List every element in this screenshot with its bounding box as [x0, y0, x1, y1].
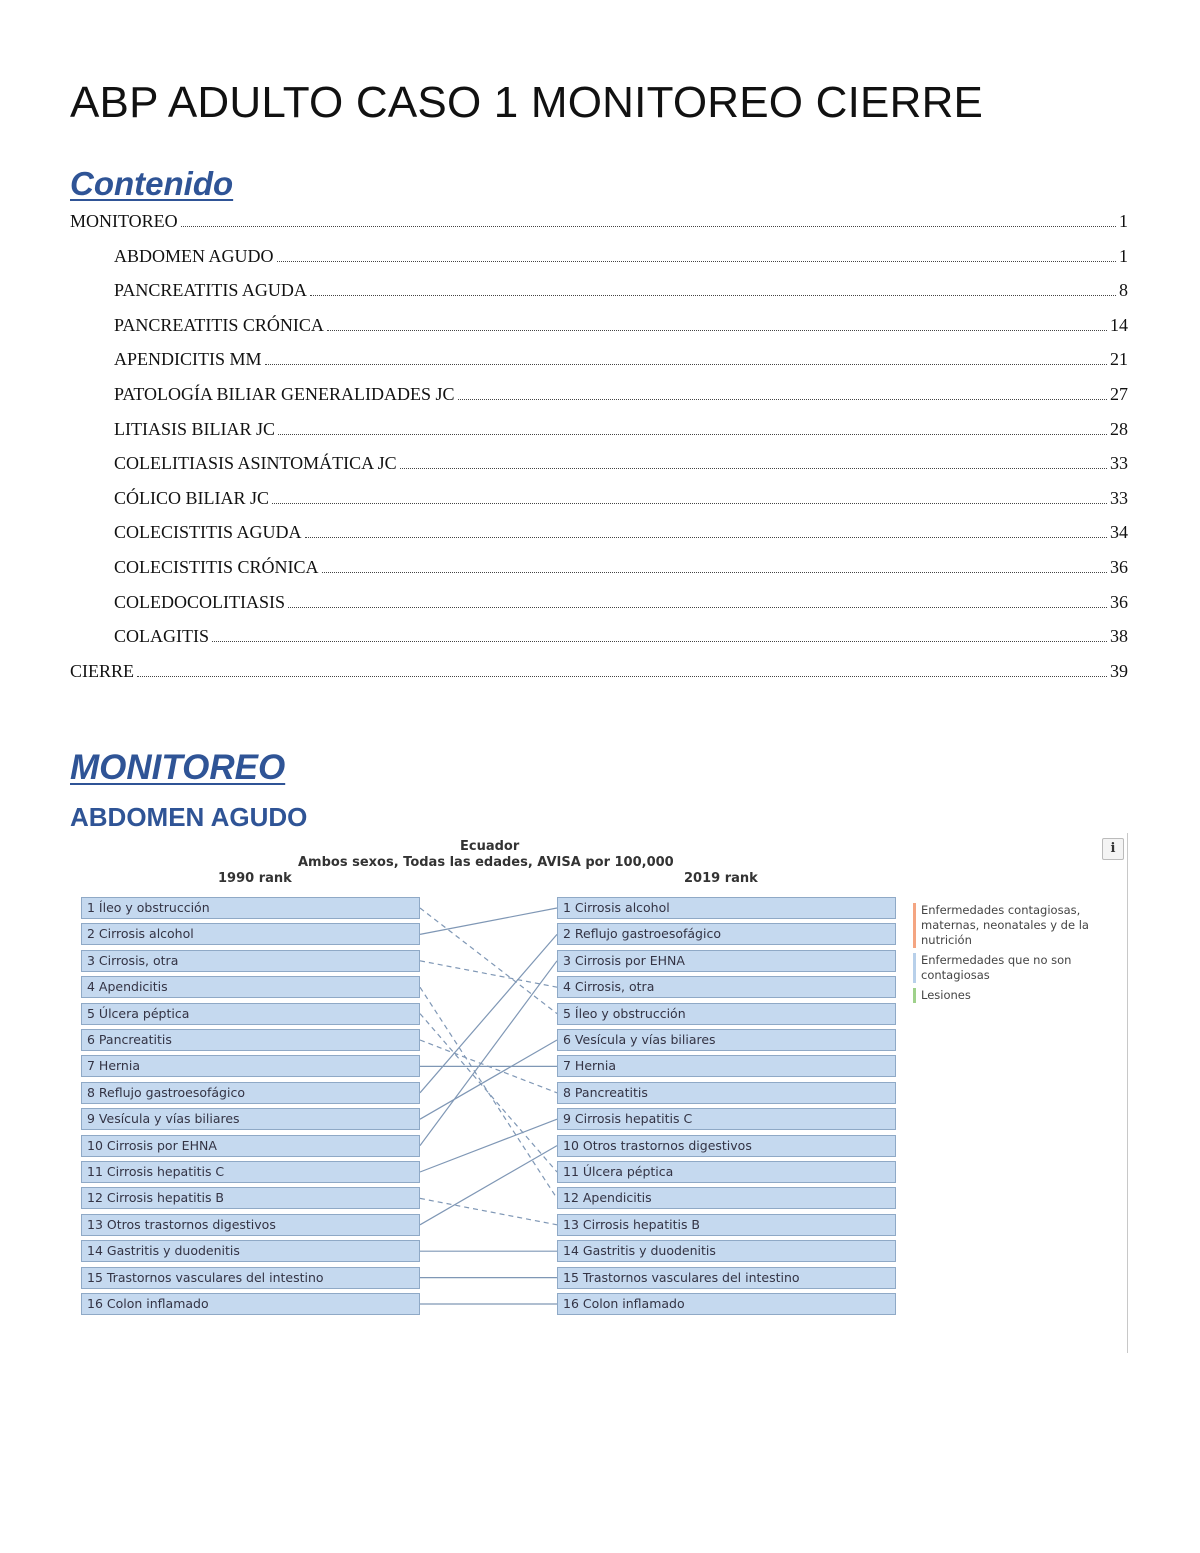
- toc-entry-label: PANCREATITIS AGUDA: [114, 280, 307, 301]
- toc-entry[interactable]: [70, 557, 1128, 592]
- toc-entry[interactable]: [70, 246, 1128, 281]
- rank-2019-item[interactable]: 12 Apendicitis: [557, 1187, 896, 1209]
- toc-leader: [277, 261, 1116, 262]
- rank-link: [420, 1119, 557, 1172]
- toc-leader: [272, 503, 1107, 504]
- toc-entry-page: 34: [1110, 522, 1128, 543]
- rank-link: [420, 934, 557, 1092]
- legend-item: [913, 903, 1123, 948]
- toc-entry[interactable]: [70, 349, 1128, 384]
- toc-entry-page: 21: [1110, 349, 1128, 370]
- rank-2019-item[interactable]: 4 Cirrosis, otra: [557, 976, 896, 998]
- rank-2019-item[interactable]: 16 Colon inflamado: [557, 1293, 896, 1315]
- toc-leader: [458, 399, 1107, 400]
- rank-2019-item[interactable]: 8 Pancreatitis: [557, 1082, 896, 1104]
- toc-leader: [212, 641, 1107, 642]
- rank-1990-item[interactable]: 8 Reflujo gastroesofágico: [81, 1082, 420, 1104]
- toc-entry-label: MONITOREO: [70, 211, 178, 231]
- info-button[interactable]: i: [1102, 838, 1124, 860]
- toc-entry-page: 36: [1110, 556, 1128, 577]
- toc-entry[interactable]: [70, 488, 1128, 523]
- rank-link: [420, 1014, 557, 1172]
- toc-leader: [327, 330, 1107, 331]
- left-column-header: 1990 rank: [218, 871, 292, 886]
- rank-2019-item[interactable]: 10 Otros trastornos digestivos: [557, 1135, 896, 1157]
- rank-1990-item[interactable]: 15 Trastornos vasculares del intestino: [81, 1267, 420, 1289]
- rank-1990-item[interactable]: 1 Íleo y obstrucción: [81, 897, 420, 919]
- rank-2019-item[interactable]: 2 Reflujo gastroesofágico: [557, 923, 896, 945]
- legend-label: Enfermedades que no son contagiosas: [921, 953, 1072, 982]
- document-title: ABP ADULTO CASO 1 MONITOREO CIERRE: [70, 78, 984, 127]
- rank-link: [420, 908, 557, 1014]
- legend-swatch: [913, 953, 916, 983]
- toc-entry-label: COLAGITIS: [114, 626, 209, 647]
- rank-1990-item[interactable]: 9 Vesícula y vías biliares: [81, 1108, 420, 1130]
- toc-entry-label: PANCREATITIS CRÓNICA: [114, 314, 324, 335]
- rank-2019-item[interactable]: 11 Úlcera péptica: [557, 1161, 896, 1183]
- legend-swatch: [913, 988, 916, 1003]
- rank-link: [420, 961, 557, 1146]
- toc-entry[interactable]: [70, 592, 1128, 627]
- toc-leader: [137, 676, 1107, 677]
- toc-entry-label: APENDICITIS MM: [114, 349, 262, 370]
- toc-entry-page: 8: [1119, 280, 1128, 301]
- legend-label: Lesiones: [921, 988, 971, 1002]
- rank-1990-item[interactable]: 7 Hernia: [81, 1055, 420, 1077]
- rank-link: [420, 1040, 557, 1119]
- rank-1990-item[interactable]: 6 Pancreatitis: [81, 1029, 420, 1051]
- toc-entry[interactable]: [70, 522, 1128, 557]
- toc-entry-page: 1: [1119, 211, 1128, 231]
- toc-entry-page: 14: [1110, 314, 1128, 335]
- toc-entry[interactable]: [70, 384, 1128, 419]
- toc-entry[interactable]: [70, 280, 1128, 315]
- toc-entry-label: LITIASIS BILIAR JC: [114, 418, 275, 439]
- rank-2019-item[interactable]: 14 Gastritis y duodenitis: [557, 1240, 896, 1262]
- rank-2019-item[interactable]: 5 Íleo y obstrucción: [557, 1003, 896, 1025]
- rank-1990-item[interactable]: 11 Cirrosis hepatitis C: [81, 1161, 420, 1183]
- rank-link: [420, 1198, 557, 1224]
- toc-entry-page: 28: [1110, 418, 1128, 439]
- toc-entry-label: COLECISTITIS AGUDA: [114, 522, 302, 543]
- toc-entry-page: 38: [1110, 626, 1128, 647]
- toc-entry-label: CIERRE: [70, 660, 135, 681]
- toc-entry-page: 33: [1110, 487, 1128, 508]
- legend-label: Enfermedades contagiosas, maternas, neonatales y de la nutrición: [921, 903, 1089, 947]
- rank-1990-item[interactable]: 12 Cirrosis hepatitis B: [81, 1187, 420, 1209]
- legend-item: [913, 988, 1123, 1003]
- legend-swatch: [913, 903, 916, 948]
- right-column-header: 2019 rank: [684, 871, 758, 886]
- rank-link: [420, 961, 557, 987]
- subsection-heading: ABDOMEN AGUDO: [70, 802, 308, 832]
- legend-item: [913, 953, 1123, 983]
- toc-entry-page: 33: [1110, 453, 1128, 474]
- rank-2019-item[interactable]: 6 Vesícula y vías biliares: [557, 1029, 896, 1051]
- rank-chart: [70, 833, 1130, 1358]
- toc-leader: [288, 607, 1107, 608]
- rank-2019-item[interactable]: 13 Cirrosis hepatitis B: [557, 1214, 896, 1236]
- legend: [913, 903, 1123, 1008]
- toc-entry-label: CÓLICO BILIAR JC: [114, 487, 270, 508]
- rank-link: [420, 987, 557, 1198]
- toc-entry-label: PATOLOGÍA BILIAR GENERALIDADES JC: [114, 383, 455, 404]
- toc-entry[interactable]: [70, 211, 1128, 246]
- toc-leader: [278, 434, 1107, 435]
- rank-1990-item[interactable]: 13 Otros trastornos digestivos: [81, 1214, 420, 1236]
- toc-leader: [400, 468, 1107, 469]
- toc-leader: [181, 226, 1116, 227]
- toc-entry[interactable]: [70, 626, 1128, 661]
- chart-subtitle: Ambos sexos, Todas las edades, AVISA por 100,000: [298, 855, 674, 870]
- rank-1990-item[interactable]: 10 Cirrosis por EHNA: [81, 1135, 420, 1157]
- rank-1990-item[interactable]: 2 Cirrosis alcohol: [81, 923, 420, 945]
- chart-title: Ecuador: [460, 839, 520, 854]
- toc-leader: [322, 572, 1107, 573]
- rank-2019-item[interactable]: 9 Cirrosis hepatitis C: [557, 1108, 896, 1130]
- toc-leader: [305, 537, 1108, 538]
- toc-entry-page: 1: [1119, 245, 1128, 266]
- toc-entry[interactable]: [70, 315, 1128, 350]
- rank-2019-item[interactable]: 3 Cirrosis por EHNA: [557, 950, 896, 972]
- rank-2019-item[interactable]: 1 Cirrosis alcohol: [557, 897, 896, 919]
- toc-entry-page: 39: [1110, 660, 1128, 681]
- rank-1990-item[interactable]: 3 Cirrosis, otra: [81, 950, 420, 972]
- rank-1990-item[interactable]: 16 Colon inflamado: [81, 1293, 420, 1315]
- toc-entry[interactable]: [70, 419, 1128, 454]
- toc-entry[interactable]: [70, 661, 1128, 696]
- toc-heading: Contenido: [70, 165, 234, 202]
- rank-1990-item[interactable]: 4 Apendicitis: [81, 976, 420, 998]
- toc-leader: [310, 295, 1116, 296]
- toc-entry-page: 36: [1110, 591, 1128, 612]
- table-of-contents: [70, 211, 1128, 695]
- rank-1990-item[interactable]: 14 Gastritis y duodenitis: [81, 1240, 420, 1262]
- toc-entry[interactable]: [70, 453, 1128, 488]
- rank-link: [420, 908, 557, 934]
- toc-entry-label: COLELITIASIS ASINTOMÁTICA JC: [114, 453, 397, 474]
- rank-2019-item[interactable]: 15 Trastornos vasculares del intestino: [557, 1267, 896, 1289]
- toc-leader: [265, 364, 1107, 365]
- toc-entry-label: COLECISTITIS CRÓNICA: [114, 556, 319, 577]
- rank-link: [420, 1146, 557, 1225]
- toc-entry-label: ABDOMEN AGUDO: [114, 245, 274, 266]
- rank-1990-item[interactable]: 5 Úlcera péptica: [81, 1003, 420, 1025]
- toc-entry-page: 27: [1110, 383, 1128, 404]
- rank-2019-item[interactable]: 7 Hernia: [557, 1055, 896, 1077]
- toc-entry-label: COLEDOCOLITIASIS: [114, 591, 285, 612]
- section-heading: MONITOREO: [70, 748, 286, 787]
